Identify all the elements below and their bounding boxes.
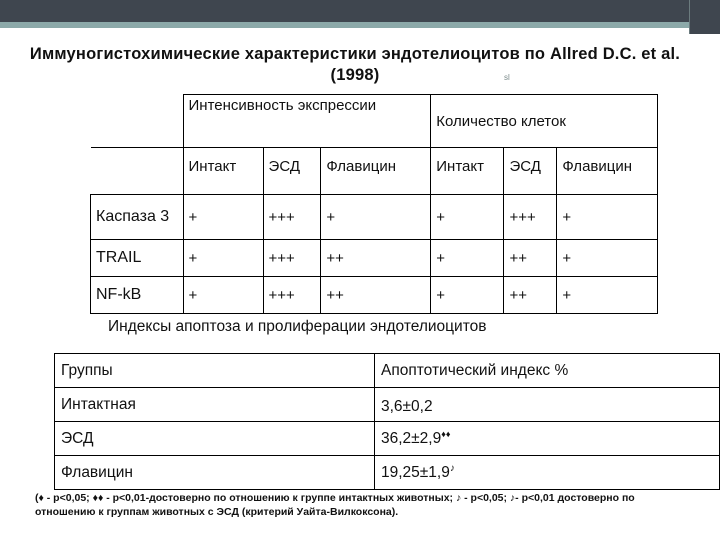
table-cell: +++	[263, 240, 321, 277]
table-header-row	[91, 95, 658, 148]
table-subheader-row	[91, 148, 658, 195]
footnote: (♦ - р<0,05; ♦♦ - р<0,01-достоверно по отношению к группе интактных животных; ♪ - р<0,05; ♪- р<0,01 достоверно по отношению к группам животных с ЭСД (критерий Уайта-Вилкоксона).	[35, 492, 635, 518]
index-value: 36,2±2,9	[381, 430, 442, 448]
value-cell	[375, 456, 720, 490]
subheader-cell: Флавицин	[321, 148, 431, 195]
table-cell: +++	[263, 195, 321, 240]
table-cell: +	[183, 195, 263, 240]
index-value: 3,6±0,2	[381, 398, 433, 416]
subheader-cell: ЭСД	[263, 148, 321, 195]
header-dark-band	[0, 0, 720, 22]
table-cell: +	[431, 277, 504, 314]
header-apoptotic-index: Апоптотический индекс %	[375, 354, 720, 388]
table-cell: ++	[321, 240, 431, 277]
apoptosis-index-table	[54, 353, 720, 490]
header-cell-count: Количество клеток	[431, 95, 658, 148]
table-cell: ++	[504, 277, 557, 314]
table-cell: +	[557, 195, 658, 240]
group-cell: Интактная	[55, 388, 375, 422]
value-cell	[375, 422, 720, 456]
table-cell: +	[183, 277, 263, 314]
subheader-cell: Интакт	[431, 148, 504, 195]
table-cell: +	[431, 195, 504, 240]
table-row	[55, 388, 720, 422]
slide-header-bar	[0, 0, 720, 30]
table-cell: +	[183, 240, 263, 277]
table-cell: +++	[504, 195, 557, 240]
row-label: TRAIL	[91, 240, 184, 277]
table-cell: +	[557, 277, 658, 314]
significance-mark: ♪	[449, 462, 455, 474]
group-cell: Флавицин	[55, 456, 375, 490]
table-row	[91, 240, 658, 277]
table-cell: +	[431, 240, 504, 277]
value-cell	[375, 388, 720, 422]
section-subtitle: Индексы апоптоза и пролиферации эндотелиоцитов	[108, 318, 487, 335]
header-corner-block	[689, 0, 720, 34]
index-value: 19,25±1,9	[381, 464, 450, 482]
table-row	[91, 277, 658, 314]
header-groups: Группы	[55, 354, 375, 388]
slide-title: Иммуногистохимические характеристики эндотелиоцитов по Allred D.C. et al. (1998)	[29, 45, 681, 84]
header-intensity: Интенсивность экспрессии	[183, 95, 431, 148]
table-cell: +	[557, 240, 658, 277]
row-label: NF-kB	[91, 277, 184, 314]
header-accent-stripe	[0, 22, 720, 28]
table-row	[55, 456, 720, 490]
table-cell: ++	[504, 240, 557, 277]
row-label: Каспаза 3	[91, 195, 184, 240]
subheader-cell: Интакт	[183, 148, 263, 195]
watermark-mark: sl	[504, 73, 510, 82]
immunohistochemistry-table	[90, 94, 658, 314]
table-row	[55, 422, 720, 456]
table-row	[91, 195, 658, 240]
table-cell: +++	[263, 277, 321, 314]
table-header-row	[55, 354, 720, 388]
subheader-cell: ЭСД	[504, 148, 557, 195]
empty-subheader-cell	[91, 148, 184, 195]
table-cell: ++	[321, 277, 431, 314]
group-cell: ЭСД	[55, 422, 375, 456]
subheader-cell: Флавицин	[557, 148, 658, 195]
empty-corner-cell	[91, 95, 184, 148]
significance-mark: ♦♦	[441, 428, 451, 439]
table-cell: +	[321, 195, 431, 240]
